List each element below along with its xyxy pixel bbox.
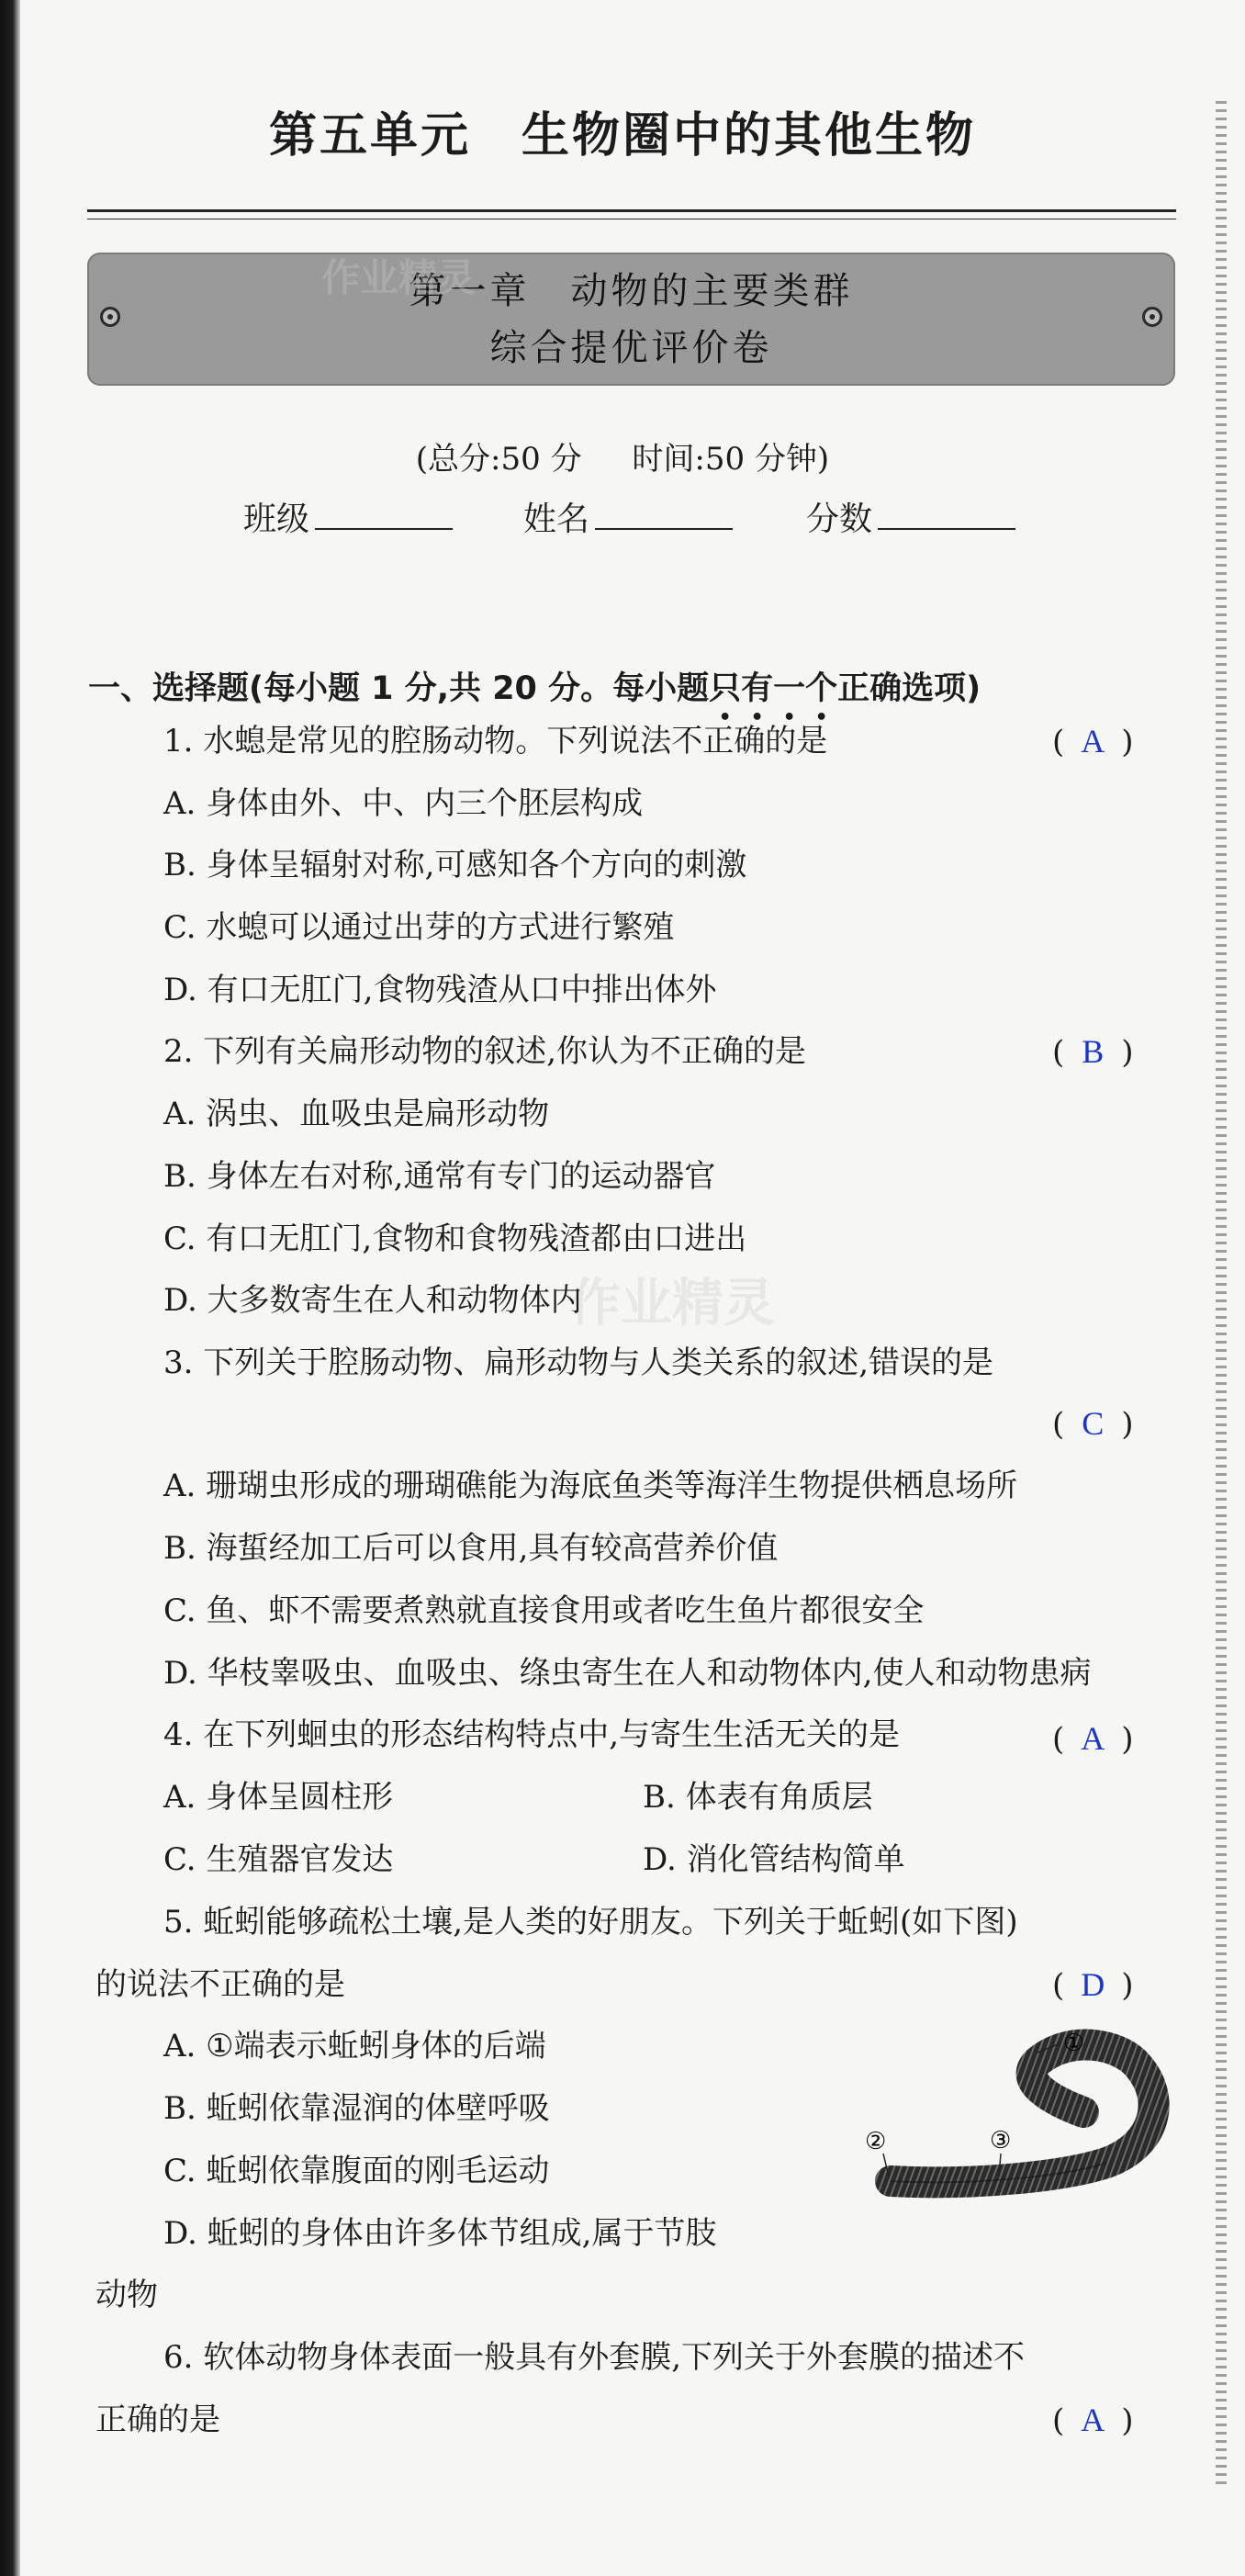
answer-slot[interactable]: ( A ) xyxy=(1052,1720,1134,1758)
question-stem-cont: 正确的是 xyxy=(95,2402,220,2438)
emphasis-char: 只 xyxy=(709,670,742,707)
class-blank[interactable] xyxy=(315,501,453,530)
answer-slot[interactable]: ( B ) xyxy=(1052,1033,1134,1071)
chapter-banner xyxy=(87,253,1175,386)
section-heading xyxy=(88,663,981,709)
answer-value: A xyxy=(1081,1720,1105,1757)
answer-value: D xyxy=(1081,1966,1105,2003)
option-b: B. 体表有角质层 xyxy=(643,1779,873,1816)
option-d: D. 有口无肛门,食物残渣从口中排出体外 xyxy=(163,972,717,1008)
answer-slot[interactable]: ( C ) xyxy=(1052,1405,1134,1443)
option-a: A. 身体呈圆柱形 xyxy=(163,1779,394,1816)
section-heading-suffix: 正确选项) xyxy=(837,670,981,707)
score-blank[interactable] xyxy=(878,501,1015,530)
figure-label-3: ③ xyxy=(990,2127,1012,2154)
emphasis-char: 一 xyxy=(773,670,806,707)
option-d: D. 蚯蚓的身体由许多体节组成,属于节肢 xyxy=(163,2215,717,2252)
option-d-continued: 动物 xyxy=(95,2277,158,2313)
option-d: D. 华枝睾吸虫、血吸虫、绦虫寄生在人和动物体内,使人和动物患病 xyxy=(163,1655,1092,1692)
watermark-logo: 作业精灵 xyxy=(569,1274,775,1333)
question-stem-cont: 的说法不正确的是 xyxy=(95,1966,345,2003)
score-label: 分数 xyxy=(806,501,873,538)
option-d: D. 大多数寄生在人和动物体内 xyxy=(163,1282,582,1319)
option-a: A. 涡虫、血吸虫是扁形动物 xyxy=(163,1096,550,1132)
emphasis-char: 个 xyxy=(805,670,838,707)
option-a: A. 珊瑚虫形成的珊瑚礁能为海底鱼类等海洋生物提供栖息场所 xyxy=(163,1468,1018,1504)
question-stem: 1. 水螅是常见的腔肠动物。下列说法不正确的是 xyxy=(163,723,828,759)
section-heading-prefix: 一、选择题(每小题 1 分,共 20 分。每小题 xyxy=(88,670,710,707)
score-field[interactable] xyxy=(806,493,1015,540)
option-c: C. 鱼、虾不需要煮熟就直接食用或者吃生鱼片都很安全 xyxy=(163,1592,925,1629)
unit-title: 第五单元 生物圈中的其他生物 xyxy=(268,107,976,163)
option-b: B. 身体呈辐射对称,可感知各个方向的刺激 xyxy=(163,847,747,883)
answer-slot[interactable]: ( A ) xyxy=(1052,2402,1134,2439)
name-field[interactable] xyxy=(523,493,733,540)
answer-slot[interactable]: ( A ) xyxy=(1052,723,1134,760)
figure-label-2: ② xyxy=(865,2128,887,2155)
paper-title: 综合提优评价卷 xyxy=(489,327,773,369)
earthworm-figure xyxy=(863,2025,1175,2227)
class-label: 班级 xyxy=(243,501,310,538)
figure-label-1: ① xyxy=(1063,2030,1085,2057)
option-b: B. 身体左右对称,通常有专门的运动器官 xyxy=(163,1158,716,1195)
earthworm-body xyxy=(891,2044,1154,2182)
answer-slot[interactable]: ( D ) xyxy=(1052,1966,1134,2004)
question-stem: 4. 在下列蛔虫的形态结构特点中,与寄生生活无关的是 xyxy=(163,1716,901,1753)
name-blank[interactable] xyxy=(595,501,733,530)
page-binding-edge xyxy=(0,0,20,2576)
class-field[interactable] xyxy=(243,493,453,540)
question-stem: 2. 下列有关扁形动物的叙述,你认为不正确的是 xyxy=(163,1033,807,1070)
title-rule-thick xyxy=(87,209,1176,212)
time-limit-text: 时间:50 分钟) xyxy=(632,441,830,478)
question-stem: 3. 下列关于腔肠动物、扁形动物与人类关系的叙述,错误的是 xyxy=(163,1344,994,1381)
total-score-text: (总分:50 分 xyxy=(415,441,582,478)
answer-value: A xyxy=(1081,723,1105,759)
question-stem: 6. 软体动物身体表面一般具有外套膜,下列关于外套膜的描述不 xyxy=(163,2339,1026,2376)
option-c: C. 蚯蚓依靠腹面的刚毛运动 xyxy=(163,2153,550,2189)
emphasis-char: 有 xyxy=(741,670,774,707)
option-a: A. 身体由外、中、内三个胚层构成 xyxy=(163,785,644,822)
answer-value: A xyxy=(1081,2402,1105,2438)
option-c: C. 生殖器官发达 xyxy=(163,1841,394,1878)
option-d: D. 消化管结构简单 xyxy=(643,1841,905,1878)
option-b: B. 海蜇经加工后可以食用,具有较高营养价值 xyxy=(163,1530,779,1567)
name-label: 姓名 xyxy=(523,501,590,538)
option-a: A. ①端表示蚯蚓身体的后端 xyxy=(163,2028,546,2064)
answer-value: C xyxy=(1082,1405,1105,1442)
chapter-title: 第一章 动物的主要类群 xyxy=(409,270,854,312)
option-b: B. 蚯蚓依靠湿润的体壁呼吸 xyxy=(163,2090,550,2127)
score-time-info xyxy=(0,433,1245,478)
option-c: C. 有口无肛门,食物和食物残渣都由口进出 xyxy=(163,1221,747,1257)
option-c: C. 水螅可以通过出芽的方式进行繁殖 xyxy=(163,909,675,946)
watermark-logo: 作业精灵 xyxy=(321,255,477,300)
answer-value: B xyxy=(1082,1033,1105,1070)
question-stem: 5. 蚯蚓能够疏松土壤,是人类的好朋友。下列关于蚯蚓(如下图) xyxy=(163,1904,1018,1940)
